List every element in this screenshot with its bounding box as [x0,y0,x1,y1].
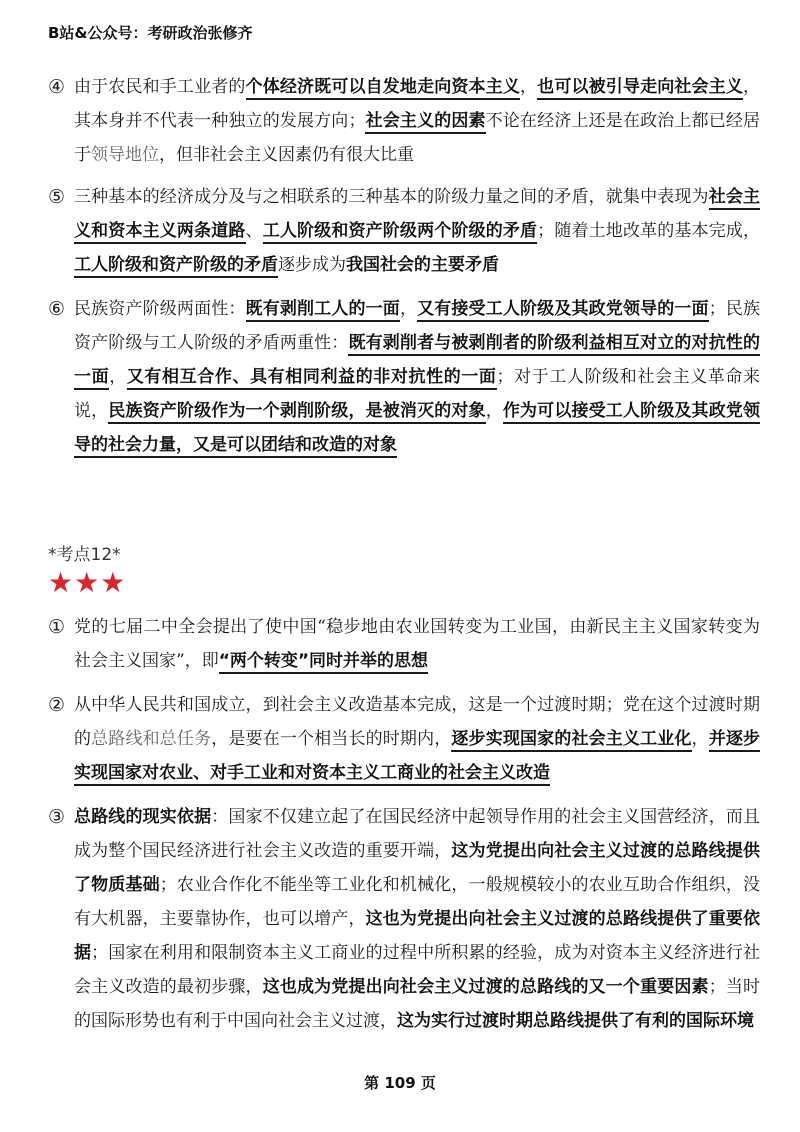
circled-number-2: ② [48,694,66,716]
page-header: B站&公众号：考研政治张修齐 [48,24,253,42]
item-2 [48,688,760,790]
point-4-text: 由于农民和手工业者的个体经济既可以自发地走向资本主义，也可以被引导走向社会主义，其本身并不代表一种独立的发展方向；社会主义的因素不论在经济上还是在政治上都已经居于领导地位，但非社会主义因素仍有很大比重 [74,77,761,165]
exam-point-label: *考点12* [48,545,121,565]
importance-stars: ★★★ [48,566,127,599]
point-6 [48,292,760,462]
circled-number-6: ⑥ [48,298,66,320]
item-2-text: 从中华人民共和国成立，到社会主义改造基本完成，这是一个过渡时期；党在这个过渡时期的总路线和总任务，是要在一个相当长的时期内，逐步实现国家的社会主义工业化，并逐步实现国家对农业、对手工业和对资本主义工商业的社会主义改造 [74,688,760,790]
point-4 [48,70,760,172]
circled-number-4: ④ [48,76,66,98]
point-5 [48,180,760,282]
item-3-text: 总路线的现实依据：国家不仅建立起了在国民经济中起领导作用的社会主义国营经济，而且成为整个国民经济进行社会主义改造的重要开端，这为党提出向社会主义过渡的总路线提供了物质基础；农业合作化不能坐等工业化和机械化，一般规模较小的农业互助合作组织，没有大机器，主要靠协作，也可以增产，这也为党提出向社会主义过渡的总路线提供了重要依据；国家在利用和限制资本主义工商业的过程中所积累的经验，成为对资本主义经济进行社会主义改造的最初步骤，这也成为党提出向社会主义过渡的总路线的又一个重要因素；当时的国际形势也有利于中国向社会主义过渡，这为实行过渡时期总路线提供了有利的国际环境 [74,807,761,1031]
item-1-text: 党的七届二中全会提出了使中国“稳步地由农业国转变为工业国，由新民主主义国家转变为社会主义国家”，即“两个转变”同时并举的思想 [74,610,760,678]
item-3 [48,800,760,1038]
point-5-text: 三种基本的经济成分及与之相联系的三种基本的阶级力量之间的矛盾，就集中表现为社会主义和资本主义两条道路、工人阶级和资产阶级两个阶级的矛盾；随着土地改革的基本完成，工人阶级和资产阶级的矛盾逐步成为我国社会的主要矛盾 [74,180,760,282]
point-6-text: 民族资产阶级两面性：既有剥削工人的一面，又有接受工人阶级及其政党领导的一面；民族资产阶级与工人阶级的矛盾两重性：既有剥削者与被剥削者的阶级利益相互对立的对抗性的一面，又有相互合作、具有相同利益的非对抗性的一面；对于工人阶级和社会主义革命来说，民族资产阶级作为一个剥削阶级，是被消灭的对象，作为可以接受工人阶级及其政党领导的社会力量，又是可以团结和改造的对象 [74,292,760,462]
item-1 [48,610,760,678]
circled-number-1: ① [48,616,66,638]
circled-number-3: ③ [48,806,66,828]
page-number: 第 109 页 [364,1074,436,1092]
circled-number-5: ⑤ [48,186,66,208]
